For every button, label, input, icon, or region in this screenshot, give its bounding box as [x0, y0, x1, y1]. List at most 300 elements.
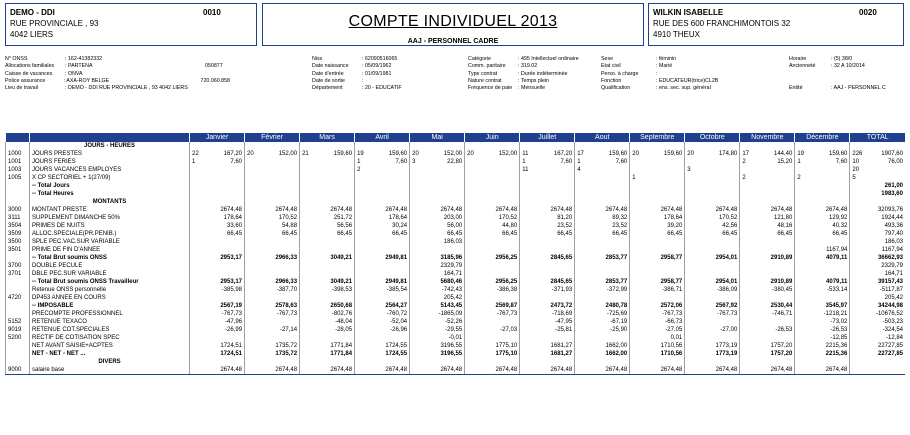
- employer-name: DEMO - DDI: [10, 8, 55, 17]
- month-value: 1167,94: [850, 246, 905, 254]
- table-row: [6, 230, 906, 238]
- month-value: 2569,87: [465, 302, 520, 310]
- month-value: 186,03: [850, 238, 905, 246]
- month-value: 2567,19: [190, 302, 245, 310]
- table-row: [6, 310, 906, 318]
- month-value: 66,45: [465, 230, 520, 238]
- month-value: 32093,76: [850, 206, 905, 214]
- table-row: [6, 166, 906, 174]
- table-row: [6, 358, 906, 366]
- month-value: [740, 294, 795, 302]
- info-column-schedule: [789, 56, 905, 92]
- info-label: Date d'entrée: [312, 70, 344, 77]
- month-value: -767,73: [685, 310, 740, 318]
- month-value: [465, 262, 520, 270]
- month-cell: [520, 182, 575, 190]
- month-cell: [850, 166, 905, 174]
- month-value: [740, 318, 795, 326]
- table-row: [6, 246, 906, 254]
- info-label: Niss: [312, 56, 323, 62]
- cell-days: 11: [522, 167, 529, 173]
- cell-pair: [522, 150, 572, 158]
- month-value: [740, 246, 795, 254]
- row-code: 9000: [6, 366, 30, 375]
- cell-pair: [852, 190, 903, 198]
- info-column-onss: [5, 56, 230, 92]
- table-row: [6, 326, 906, 334]
- cell-hours: 7,60: [560, 159, 573, 165]
- worker-address-line2: 4910 THEUX: [653, 30, 700, 39]
- page-subtitle: AAJ - PERSONNEL CADRE: [407, 38, 499, 45]
- cell-days: 17: [577, 151, 584, 157]
- month-value: [685, 270, 740, 278]
- month-value: -25,90: [575, 326, 630, 334]
- info-value: : 62090516065: [362, 56, 398, 62]
- month-value: 2674,48: [245, 366, 300, 375]
- info-label: N° ONSS: [5, 56, 28, 62]
- info-value: : 319.02: [518, 63, 538, 70]
- month-cell: [795, 190, 850, 198]
- month-value: 2674,48: [300, 366, 355, 375]
- info-label: Département: [312, 85, 343, 92]
- cell-hours: 7,60: [835, 159, 848, 165]
- info-label: Caisse de vacances: [5, 70, 53, 77]
- month-value: 2966,33: [245, 254, 300, 262]
- row-label: DBLE PEC.SUR VARIABLE: [30, 270, 190, 278]
- empty-cell: [355, 198, 410, 206]
- cell-pair: [797, 150, 847, 158]
- month-value: -73,02: [795, 318, 850, 326]
- header-label: [30, 133, 190, 142]
- info-value: : Marié: [656, 63, 673, 70]
- month-value: [520, 238, 575, 246]
- cell-pair: [412, 158, 462, 166]
- month-cell: [685, 182, 740, 190]
- info-row: [468, 56, 618, 63]
- month-value: [685, 246, 740, 254]
- table-row: [6, 350, 906, 358]
- info-label: Nature contrat: [468, 77, 502, 84]
- cell-hours: 15,20: [777, 159, 793, 165]
- month-value: 23,52: [575, 222, 630, 230]
- month-value: [410, 246, 465, 254]
- month-header: Septembre: [630, 133, 685, 142]
- month-value: 2674,48: [630, 366, 685, 375]
- info-value: : 32 A 10/2014: [831, 63, 865, 70]
- table-row: [6, 342, 906, 350]
- month-value: 2674,48: [795, 366, 850, 375]
- cell-days: 20: [467, 151, 474, 157]
- month-cell: [850, 174, 905, 182]
- month-value: -27,14: [245, 326, 300, 334]
- month-value: [465, 270, 520, 278]
- cell-hours: 7,60: [230, 159, 243, 165]
- month-value: -380,45: [740, 286, 795, 294]
- cell-days: 1: [357, 159, 361, 165]
- month-value: -52,04: [355, 318, 410, 326]
- info-row: [601, 71, 781, 78]
- info-label: Sexe: [601, 56, 614, 62]
- empty-cell: [740, 358, 795, 366]
- month-value: [685, 294, 740, 302]
- info-extra: 720.060.858: [200, 77, 230, 84]
- info-label: Etat civil: [601, 63, 621, 70]
- row-label: JOURS VACANCES EMPLOYES: [30, 166, 190, 174]
- month-value: [630, 246, 685, 254]
- month-value: 186,03: [410, 238, 465, 246]
- month-value: [575, 294, 630, 302]
- month-cell: [355, 174, 410, 182]
- month-value: 1757,20: [740, 342, 795, 350]
- month-header: Mars: [300, 133, 355, 142]
- month-value: 1757,20: [740, 350, 795, 358]
- month-value: 66,45: [795, 230, 850, 238]
- month-cell: [245, 190, 300, 198]
- month-value: [520, 270, 575, 278]
- month-value: 66,45: [355, 230, 410, 238]
- empty-cell: [630, 198, 685, 206]
- month-value: 178,64: [190, 214, 245, 222]
- empty-cell: [575, 198, 630, 206]
- month-value: 56,56: [300, 222, 355, 230]
- account-table: [5, 133, 905, 375]
- month-value: [740, 238, 795, 246]
- month-header: Aout: [575, 133, 630, 142]
- month-value: -767,73: [245, 310, 300, 318]
- month-value: 2480,78: [575, 302, 630, 310]
- row-label: PRIME DE FIN D'ANNEE: [30, 246, 190, 254]
- row-code: [6, 182, 30, 190]
- cell-days: 21: [302, 151, 309, 157]
- month-value: 2958,77: [630, 254, 685, 262]
- table-row: [6, 262, 906, 270]
- cell-pair: [742, 174, 792, 182]
- month-value: 48,16: [740, 222, 795, 230]
- month-value: -48,04: [300, 318, 355, 326]
- month-value: 66,45: [410, 230, 465, 238]
- month-value: [190, 334, 245, 342]
- month-value: [520, 294, 575, 302]
- month-value: [190, 270, 245, 278]
- month-value: 39157,43: [850, 278, 905, 286]
- month-value: 1724,55: [355, 342, 410, 350]
- month-cell: [355, 150, 410, 158]
- month-value: 2958,77: [630, 278, 685, 286]
- month-value: [355, 262, 410, 270]
- month-value: -386,38: [465, 286, 520, 294]
- cell-days: 20: [412, 151, 419, 157]
- empty-cell: [795, 142, 850, 150]
- cell-pair: [302, 150, 352, 158]
- month-cell: [795, 182, 850, 190]
- row-code: [6, 190, 30, 198]
- month-cell: [740, 166, 795, 174]
- cell-hours: 261,00: [884, 183, 903, 189]
- cell-pair: [687, 150, 737, 158]
- section-heading: DIVERS: [30, 358, 190, 366]
- table-body: [6, 142, 906, 375]
- month-value: 42,56: [685, 222, 740, 230]
- month-value: 2215,36: [795, 342, 850, 350]
- month-value: [245, 318, 300, 326]
- table-row: [6, 294, 906, 302]
- row-label: RECTIF DE COTISATION SPEC: [30, 334, 190, 342]
- month-cell: [300, 158, 355, 166]
- month-value: 2956,25: [465, 254, 520, 262]
- cell-hours: 1983,60: [881, 191, 903, 197]
- row-code: 5200: [6, 334, 30, 342]
- empty-cell: [300, 142, 355, 150]
- cell-days: 2: [357, 167, 361, 173]
- month-cell: [740, 182, 795, 190]
- month-value: 2329,79: [850, 262, 905, 270]
- month-value: 2674,48: [355, 206, 410, 214]
- month-value: 1773,19: [685, 342, 740, 350]
- month-cell: [410, 150, 465, 158]
- month-value: 23,52: [520, 222, 575, 230]
- month-value: 2949,81: [355, 278, 410, 286]
- month-value: 2530,44: [740, 302, 795, 310]
- month-value: [190, 294, 245, 302]
- cell-pair: [742, 150, 792, 158]
- month-value: -767,73: [465, 310, 520, 318]
- empty-cell: [300, 198, 355, 206]
- empty-cell: [740, 142, 795, 150]
- month-value: 1724,51: [190, 342, 245, 350]
- row-label: PRIMES DE NUITS: [30, 222, 190, 230]
- month-value: -1218,21: [795, 310, 850, 318]
- row-code: 3500: [6, 238, 30, 246]
- month-value: 2853,77: [575, 278, 630, 286]
- month-value: [575, 334, 630, 342]
- month-value: -372,99: [575, 286, 630, 294]
- row-code: 3504: [6, 222, 30, 230]
- table-row: [6, 206, 906, 214]
- info-label: Date de sortie: [312, 77, 345, 84]
- month-value: -385,98: [190, 286, 245, 294]
- employer-box: [5, 3, 257, 46]
- month-cell: [355, 182, 410, 190]
- month-value: [795, 270, 850, 278]
- cell-pair: [852, 150, 903, 158]
- month-value: [245, 246, 300, 254]
- info-label: [789, 71, 831, 78]
- row-code: [6, 198, 30, 206]
- month-cell: [190, 190, 245, 198]
- cell-hours: 159,60: [388, 151, 408, 157]
- row-code: 5152: [6, 318, 30, 326]
- info-row: [5, 56, 230, 63]
- row-label: RETENUE TEXACO: [30, 318, 190, 326]
- month-value: [245, 294, 300, 302]
- info-row: [601, 56, 781, 63]
- month-cell: [850, 182, 905, 190]
- section-heading: MONTANTS: [30, 198, 190, 206]
- month-value: -533,14: [795, 286, 850, 294]
- month-header: Décembre: [795, 133, 850, 142]
- month-cell: [630, 182, 685, 190]
- month-value: 66,45: [685, 230, 740, 238]
- month-cell: [795, 150, 850, 158]
- month-value: [795, 238, 850, 246]
- month-value: -767,73: [630, 310, 685, 318]
- page-title: COMPTE INDIVIDUEL 2013: [348, 13, 558, 30]
- info-value: : ens. sec. sup. général: [656, 85, 711, 92]
- month-value: -26,96: [355, 326, 410, 334]
- worker-address-line1: RUE DES 600 FRANCHIMONTOIS 32: [653, 19, 791, 28]
- month-header: Janvier: [190, 133, 245, 142]
- cell-days: 5: [852, 175, 856, 181]
- table-row: [6, 222, 906, 230]
- row-code: 1000: [6, 150, 30, 158]
- cell-days: 19: [357, 151, 364, 157]
- empty-cell: [190, 358, 245, 366]
- month-value: -26,99: [190, 326, 245, 334]
- empty-cell: [575, 142, 630, 150]
- empty-cell: [465, 142, 520, 150]
- month-value: [630, 294, 685, 302]
- info-label: Comm. paritaire: [468, 63, 506, 70]
- month-value: -371,93: [520, 286, 575, 294]
- cell-days: 2: [742, 159, 746, 165]
- month-value: 178,64: [355, 214, 410, 222]
- month-value: 66,45: [630, 230, 685, 238]
- month-value: 1775,10: [465, 350, 520, 358]
- row-label: DP453 ANNEE EN COURS: [30, 294, 190, 302]
- cell-days: 4: [577, 167, 581, 173]
- month-value: [520, 262, 575, 270]
- info-value: : Durée indéterminée: [518, 70, 568, 77]
- empty-cell: [850, 142, 905, 150]
- cell-hours: 159,60: [333, 151, 353, 157]
- row-code: [6, 286, 30, 294]
- month-value: 2674,48: [465, 206, 520, 214]
- month-cell: [850, 158, 905, 166]
- info-value: [831, 78, 905, 85]
- empty-cell: [520, 142, 575, 150]
- cell-pair: [412, 150, 462, 158]
- info-label: Lieu de travail: [5, 85, 38, 92]
- month-value: -398,53: [300, 286, 355, 294]
- month-cell: [740, 190, 795, 198]
- month-value: 2674,48: [190, 206, 245, 214]
- month-cell: [630, 158, 685, 166]
- cell-pair: [522, 158, 572, 166]
- month-value: -25,81: [520, 326, 575, 334]
- month-value: -27,00: [685, 326, 740, 334]
- month-value: -725,69: [575, 310, 630, 318]
- row-code: 3501: [6, 246, 30, 254]
- month-value: 36662,93: [850, 254, 905, 262]
- empty-cell: [795, 198, 850, 206]
- empty-cell: [520, 358, 575, 366]
- row-code: 3509: [6, 230, 30, 238]
- cell-pair: [357, 158, 407, 166]
- month-cell: [465, 190, 520, 198]
- month-value: 2572,06: [630, 302, 685, 310]
- month-value: 1681,27: [520, 342, 575, 350]
- month-value: [520, 334, 575, 342]
- info-value: : AXA-ROY BELGE: [63, 77, 110, 84]
- month-header: Mai: [410, 133, 465, 142]
- info-label: Date naissance: [312, 63, 349, 70]
- month-value: [245, 334, 300, 342]
- cell-days: 2: [797, 175, 801, 181]
- row-label: -- IMPOSABLE: [30, 302, 190, 310]
- month-cell: [630, 150, 685, 158]
- month-value: 0,01: [630, 334, 685, 342]
- month-value: 2954,01: [685, 254, 740, 262]
- cell-pair: [247, 150, 297, 158]
- table-row: [6, 142, 906, 150]
- month-value: 2674,48: [575, 206, 630, 214]
- cell-pair: [632, 174, 682, 182]
- info-value: : 20 - EDUCATIF: [362, 85, 402, 92]
- cell-pair: [577, 158, 627, 166]
- month-value: [355, 238, 410, 246]
- info-value: : 162-41382332: [65, 56, 103, 62]
- empty-cell: [300, 358, 355, 366]
- month-cell: [465, 158, 520, 166]
- month-value: 205,42: [410, 294, 465, 302]
- month-cell: [245, 150, 300, 158]
- month-cell: [300, 150, 355, 158]
- info-row: [5, 63, 230, 70]
- table-row: [6, 278, 906, 286]
- month-value: 251,72: [300, 214, 355, 222]
- table-row: [6, 198, 906, 206]
- row-code: [6, 310, 30, 318]
- info-row: [468, 78, 618, 85]
- month-value: -47,95: [520, 318, 575, 326]
- info-label: Allocations familiales: [5, 63, 55, 70]
- month-value: 54,88: [245, 222, 300, 230]
- month-value: [795, 262, 850, 270]
- month-cell: [410, 190, 465, 198]
- month-value: 66,45: [740, 230, 795, 238]
- info-row: [312, 85, 462, 92]
- info-value: : PARTENA: [65, 63, 93, 70]
- row-label: -- Total Heures: [30, 190, 190, 198]
- month-value: 2674,48: [245, 206, 300, 214]
- month-value: 203,00: [410, 214, 465, 222]
- month-value: 3196,55: [410, 350, 465, 358]
- info-label: Police assurance: [5, 77, 46, 84]
- empty-cell: [520, 198, 575, 206]
- table-row: [6, 270, 906, 278]
- info-value: : Mensuelle: [518, 85, 546, 92]
- month-value: 40,32: [795, 222, 850, 230]
- cell-days: 11: [522, 151, 529, 157]
- month-value: 66,45: [300, 230, 355, 238]
- month-header: Juin: [465, 133, 520, 142]
- month-value: 2473,72: [520, 302, 575, 310]
- month-value: 121,80: [740, 214, 795, 222]
- info-label: Perso. à charge: [601, 70, 639, 77]
- info-label: Fréquence de paie: [468, 85, 513, 92]
- cell-days: 20: [852, 167, 860, 173]
- info-label: Type contrat: [468, 70, 498, 77]
- info-extra: 050877: [205, 63, 223, 70]
- month-value: 2564,27: [355, 302, 410, 310]
- empty-cell: [410, 142, 465, 150]
- month-value: 2674,48: [685, 206, 740, 214]
- month-value: -66,73: [630, 318, 685, 326]
- month-value: -1865,09: [410, 310, 465, 318]
- month-value: 2949,81: [355, 254, 410, 262]
- cell-days: 1: [797, 159, 801, 165]
- month-value: 4079,11: [795, 278, 850, 286]
